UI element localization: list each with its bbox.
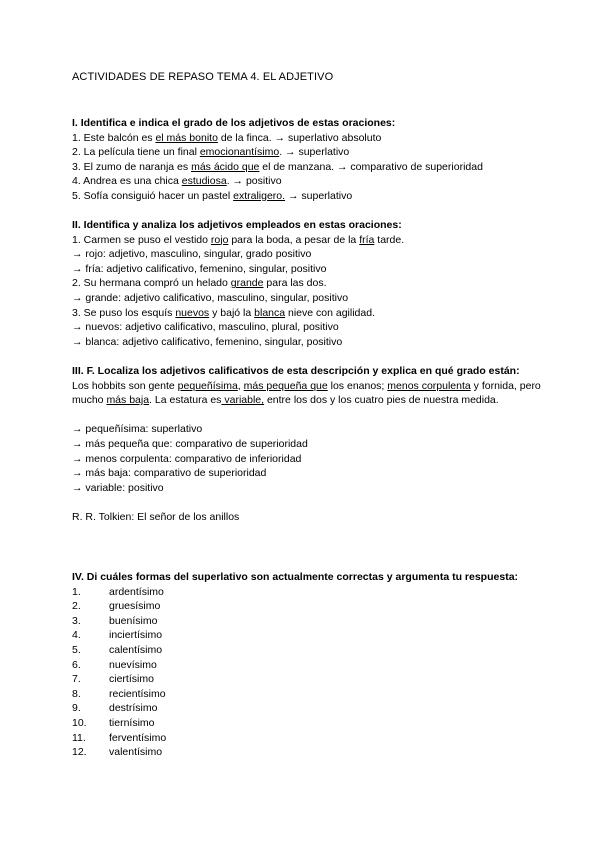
section-1-heading: I. Identifica e indica el grado de los adjetivos de estas oraciones: — [72, 117, 396, 129]
section-2 — [72, 218, 542, 349]
list-item: 3. buenísimo — [72, 614, 158, 627]
answer-line: → más pequeña que: comparativo de superioridad — [72, 437, 308, 450]
section-2-line: → rojo: adjetivo, masculino, singular, grado positivo — [72, 248, 312, 261]
answer-line: → variable: positivo — [72, 481, 164, 494]
section-2-line: → fría: adjetivo calificativo, femenino, singular, positivo — [72, 262, 327, 275]
list-item: 5. calentísimo — [72, 643, 163, 656]
list-item: 6. nuevísimo — [72, 658, 157, 671]
source-citation: R. R. Tolkien: El señor de los anillos — [72, 510, 240, 523]
section-2-line: → blanca: adjetivo calificativo, femenino, singular, positivo — [72, 335, 343, 348]
list-item: 8. recientísimo — [72, 687, 166, 700]
list-item: 7. ciertísimo — [72, 673, 154, 686]
section-2-line: → grande: adjetivo calificativo, masculino, singular, positivo — [72, 291, 349, 304]
list-item: 11. ferventísimo — [72, 731, 167, 744]
section-4-heading: IV. Di cuáles formas del superlativo son actualmente correctas y argumenta tu respuesta: — [72, 571, 519, 583]
section-2-heading: II. Identifica y analiza los adjetivos empleados en estas oraciones: — [72, 219, 402, 231]
section-1-item: 1. Este balcón es el más bonito de la finca. → superlativo absoluto — [72, 131, 382, 144]
section-1 — [72, 116, 542, 204]
list-item: 10. tiernísimo — [72, 716, 155, 729]
section-3-heading: III. F. Localiza los adjetivos calificativos de esta descripción y explica en qué grado están: — [72, 365, 520, 377]
section-4 — [72, 570, 542, 760]
section-1-item: 4. Andrea es una chica estudiosa. → positivo — [72, 175, 282, 188]
list-item: 2. gruesísimo — [72, 600, 161, 613]
answer-line: → menos corpulenta: comparativo de inferioridad — [72, 452, 302, 465]
section-1-item: 2. La película tiene un final emocionantísimo. → superlativo — [72, 146, 350, 159]
list-item: 1. ardentísimo — [72, 585, 164, 598]
description-paragraph: Los hobbits son gente pequeñísima, más pequeña que los enanos; menos corpulenta y fornida, pero mucho más baja. La estatura es variable, entre los dos y los cuatro pies de nuestra medida. — [72, 379, 541, 407]
answer-line: → pequeñísima: superlativo — [72, 423, 203, 436]
section-1-item: 3. El zumo de naranja es más ácido que el de manzana. → comparativo de superioridad — [72, 160, 483, 173]
section-3 — [72, 364, 542, 525]
list-item: 9. destrísimo — [72, 702, 158, 715]
section-2-line: 1. Carmen se puso el vestido rojo para la boda, a pesar de la fría tarde. — [72, 233, 405, 246]
section-2-line: → nuevos: adjetivo calificativo, masculino, plural, positivo — [72, 321, 339, 334]
answer-line: → más baja: comparativo de superioridad — [72, 467, 267, 480]
section-2-line: 3. Se puso los esquís nuevos y bajó la blanca nieve con agilidad. — [72, 306, 375, 319]
section-1-item: 5. Sofía consiguió hacer un pastel extraligero. → superlativo — [72, 189, 353, 202]
list-item: 4. inciertísimo — [72, 629, 163, 642]
document-title: ACTIVIDADES DE REPASO TEMA 4. EL ADJETIVO — [72, 71, 334, 83]
list-item: 12. valentísimo — [72, 746, 163, 759]
section-2-line: 2. Su hermana compró un helado grande para las dos. — [72, 277, 327, 290]
